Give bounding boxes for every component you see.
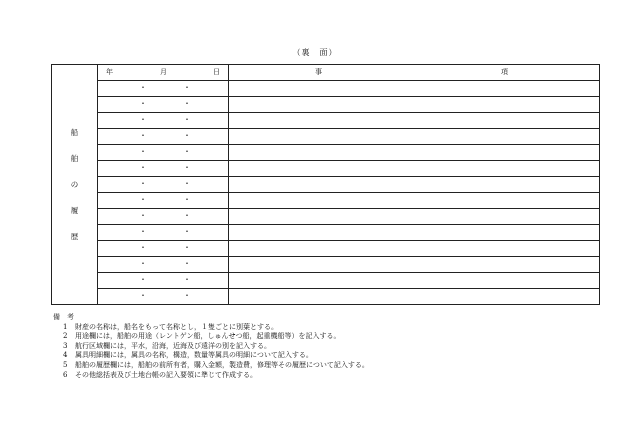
side-label-char: 舶 [70,154,79,163]
matter-cell[interactable] [229,225,600,241]
side-label-char: の [70,180,79,189]
notes-section [51,313,611,380]
date-separator: ・ [139,275,147,284]
table-row [52,289,600,305]
date-cell[interactable] [98,225,229,241]
matter-cell[interactable] [229,97,600,113]
date-cell[interactable] [98,289,229,305]
table-row [52,225,600,241]
date-cell[interactable] [98,161,229,177]
table-row [52,273,600,289]
note-number: 4 [63,351,68,360]
matter-cell[interactable] [229,209,600,225]
month-header: 月 [160,68,167,76]
table-row [52,81,600,97]
matter-header-left: 事 [315,68,322,76]
table-row [52,97,600,113]
date-cell[interactable] [98,81,229,97]
side-label-char: 歴 [70,232,79,241]
matter-cell[interactable] [229,177,600,193]
date-separator: ・ [139,83,147,92]
table-row [52,177,600,193]
note-item [63,332,611,342]
date-cell[interactable] [98,241,229,257]
page-title: （裏 面） [292,48,338,57]
date-separator: ・ [139,147,147,156]
matter-cell[interactable] [229,289,600,305]
date-column-header [98,65,229,81]
note-item [63,361,611,371]
note-number: 2 [63,332,68,341]
note-text: 航行区域欄には，平水，沿海，近海及び遠洋の別を記入する。 [75,341,271,350]
date-separator: ・ [183,211,191,220]
date-separator: ・ [139,131,147,140]
matter-cell[interactable] [229,257,600,273]
side-label-char: 船 [70,128,79,137]
date-cell[interactable] [98,273,229,289]
date-separator: ・ [183,291,191,300]
note-number: 3 [63,341,68,350]
note-item [63,323,611,333]
note-text: 属具明細欄には，属具の名称，構造，数量等属具の明細について記入する。 [75,351,313,360]
notes-list [51,323,611,381]
matter-cell[interactable] [229,113,600,129]
date-cell[interactable] [98,129,229,145]
date-cell[interactable] [98,209,229,225]
date-separator: ・ [139,259,147,268]
table-row [52,129,600,145]
table-row [52,145,600,161]
note-item [63,351,611,361]
note-text: 財産の名称は，船名をもって名称とし，１隻ごとに別葉とする。 [75,322,278,331]
date-separator: ・ [183,99,191,108]
date-separator: ・ [139,163,147,172]
date-separator: ・ [139,211,147,220]
date-separator: ・ [183,131,191,140]
note-number: 5 [63,360,68,369]
date-separator: ・ [183,243,191,252]
matter-cell[interactable] [229,145,600,161]
table-row [52,257,600,273]
date-separator: ・ [139,227,147,236]
note-text: 用途欄には，船舶の用途（レントゲン船，しゅんせつ船，起重機船等）を記入する。 [75,332,341,341]
date-separator: ・ [183,259,191,268]
year-header: 年 [106,68,113,76]
matter-header-right: 項 [501,68,508,76]
table-row [52,241,600,257]
note-item [63,342,611,352]
date-separator: ・ [183,195,191,204]
note-text: 船舶の履歴欄には，船舶の前所有者，購入金額，製造費，修理等その履歴について記入する。 [75,360,369,369]
date-separator: ・ [139,179,147,188]
matter-cell[interactable] [229,193,600,209]
date-cell[interactable] [98,257,229,273]
note-number: 1 [63,322,68,331]
side-label-char: 履 [70,206,79,215]
notes-title: 備 考 [53,313,74,321]
date-cell[interactable] [98,145,229,161]
matter-column-header [229,65,600,81]
table-row [52,193,600,209]
note-item [63,371,611,381]
date-separator: ・ [139,195,147,204]
matter-cell[interactable] [229,273,600,289]
note-text: その他総括表及び土地台帳の記入要領に準じて作成する。 [75,370,257,379]
date-separator: ・ [183,83,191,92]
matter-cell[interactable] [229,81,600,97]
date-separator: ・ [139,99,147,108]
date-cell[interactable] [98,193,229,209]
ship-history-table [51,64,600,305]
date-separator: ・ [139,291,147,300]
date-separator: ・ [183,163,191,172]
matter-cell[interactable] [229,161,600,177]
date-separator: ・ [183,115,191,124]
day-header: 日 [213,68,220,76]
table-header-row [52,65,600,81]
date-separator: ・ [139,243,147,252]
date-cell[interactable] [98,177,229,193]
matter-cell[interactable] [229,129,600,145]
table-row [52,113,600,129]
date-cell[interactable] [98,113,229,129]
note-number: 6 [63,370,68,379]
table-row [52,209,600,225]
date-separator: ・ [183,275,191,284]
date-cell[interactable] [98,97,229,113]
date-separator: ・ [183,227,191,236]
ship-history-label-cell [52,65,98,305]
ship-history-label [52,129,97,240]
table-row [52,161,600,177]
date-separator: ・ [139,115,147,124]
matter-cell[interactable] [229,241,600,257]
date-separator: ・ [183,179,191,188]
date-separator: ・ [183,147,191,156]
